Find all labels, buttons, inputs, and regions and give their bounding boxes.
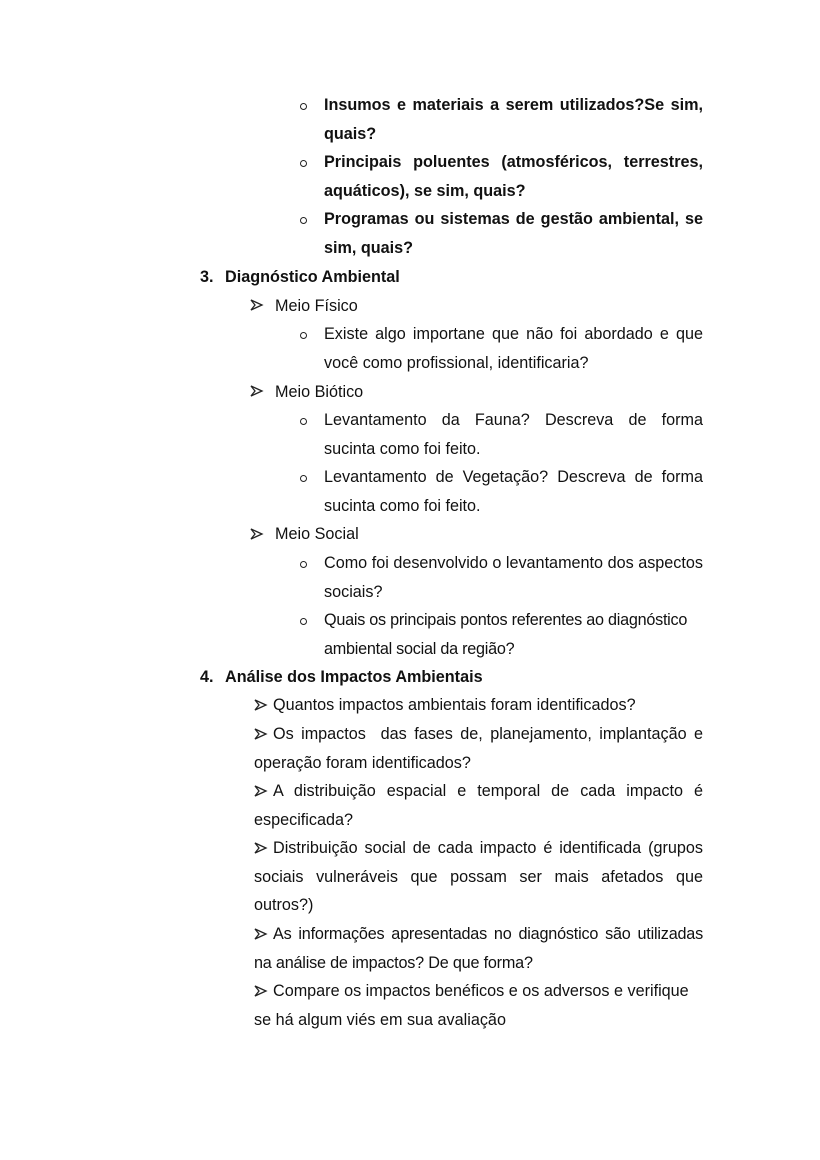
list-item-pontos-referentes: Quais os principais pontos referentes ao diagnóstico ambiental social da região? (324, 611, 688, 658)
hollow-circle-icon (300, 561, 307, 568)
arrowhead-bullet-icon (250, 528, 264, 540)
list-item-aspectos-sociais: Como foi desenvolvido o levantamento dos aspectos sociais? (324, 554, 703, 601)
hollow-circle-icon (300, 418, 307, 425)
arrowhead-bullet-icon (254, 842, 268, 854)
arrowhead-bullet-icon (250, 385, 264, 397)
impact-item-text: Distribuição social de cada impacto é identificada (grupos sociais vulneráveis que possam ser mais afetados que outros?) (254, 839, 703, 915)
group-label-meio-fisico: Meio Físico (275, 297, 358, 315)
impact-item-text: A distribuição espacial e temporal de cada impacto é especificada? (254, 782, 703, 829)
hollow-circle-icon (300, 332, 307, 339)
arrowhead-bullet-icon (250, 299, 264, 311)
impact-item-text: Quantos impactos ambientais foram identificados? (273, 696, 636, 714)
group-label-meio-biotico: Meio Biótico (275, 383, 364, 401)
arrowhead-bullet-icon (254, 699, 268, 711)
group-label-meio-social: Meio Social (275, 525, 359, 543)
list-item-existe-algo: Existe algo importane que não foi abordado e que você como profissional, identificaria? (324, 325, 703, 372)
arrowhead-bullet-icon (254, 728, 268, 740)
impact-item-fases (254, 720, 708, 777)
arrowhead-bullet-icon (254, 985, 268, 997)
section-4-title: Análise dos Impactos Ambientais (225, 668, 483, 686)
arrowhead-bullet-icon (254, 785, 268, 797)
hollow-circle-icon (300, 618, 307, 625)
section-3-title: Diagnóstico Ambiental (225, 268, 400, 286)
impact-item-compare (254, 977, 703, 1034)
impact-item-distribuicao-social (254, 834, 703, 920)
list-item-fauna: Levantamento da Fauna? Descreva de forma sucinta como foi feito. (324, 411, 703, 458)
hollow-circle-icon (300, 160, 307, 167)
arrowhead-bullet-icon (254, 928, 268, 940)
impact-item-text: As informações apresentadas no diagnóstico são utilizadas na análise de impactos? De que forma? (254, 925, 703, 972)
hollow-circle-icon (300, 475, 307, 482)
list-item-programas: Programas ou sistemas de gestão ambiental, se sim, quais? (324, 210, 703, 257)
impact-item-text: Os impactos das fases de, planejamento, implantação e operação foram identificados? (254, 725, 708, 772)
impact-item-informacoes (254, 920, 703, 977)
hollow-circle-icon (300, 217, 307, 224)
impact-item-text: Compare os impactos benéficos e os adversos e verifique se há algum viés em sua avaliação (254, 982, 689, 1029)
hollow-circle-icon (300, 103, 307, 110)
section-4-number: 4. (200, 668, 214, 686)
list-item-vegetacao: Levantamento de Vegetação? Descreva de forma sucinta como foi feito. (324, 468, 703, 515)
impact-item-quantos (254, 691, 703, 720)
section-3-number: 3. (200, 268, 214, 286)
impact-item-distribuicao-espacial (254, 777, 703, 834)
list-item-insumos: Insumos e materiais a serem utilizados?Se sim, quais? (324, 96, 703, 143)
list-item-poluentes: Principais poluentes (atmosféricos, terrestres, aquáticos), se sim, quais? (324, 153, 703, 200)
